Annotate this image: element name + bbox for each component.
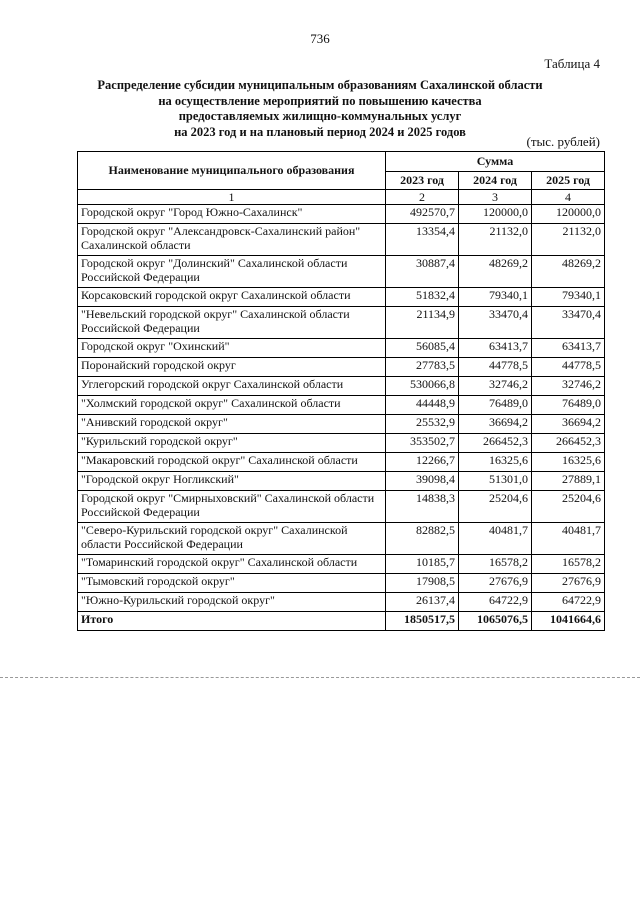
- table-row: [78, 523, 605, 555]
- table-row: [78, 377, 605, 396]
- amount-2025: 33470,4: [532, 307, 605, 339]
- amount-2024: 51301,0: [459, 472, 532, 491]
- amount-2024: 32746,2: [459, 377, 532, 396]
- table-row: [78, 205, 605, 224]
- document-title: [60, 78, 580, 140]
- amount-2025: 25204,6: [532, 491, 605, 523]
- municipality-name: Городской округ "Александровск-Сахалинский район" Сахалинской области: [78, 224, 386, 256]
- table-row: [78, 472, 605, 491]
- index-cell: 3: [459, 190, 532, 205]
- amount-2025: 48269,2: [532, 256, 605, 288]
- table-row: [78, 224, 605, 256]
- amount-2025: 120000,0: [532, 205, 605, 224]
- amount-2025: 16325,6: [532, 453, 605, 472]
- municipality-name: "Анивский городской округ": [78, 415, 386, 434]
- amount-2025: 32746,2: [532, 377, 605, 396]
- amount-2024: 36694,2: [459, 415, 532, 434]
- amount-2023: 17908,5: [386, 574, 459, 593]
- index-cell: 4: [532, 190, 605, 205]
- municipality-name: Поронайский городской округ: [78, 358, 386, 377]
- table-row: [78, 358, 605, 377]
- amount-2025: 64722,9: [532, 593, 605, 612]
- header-year-2025: 2025 год: [532, 172, 605, 190]
- amount-2023: 25532,9: [386, 415, 459, 434]
- amount-2024: 266452,3: [459, 434, 532, 453]
- amount-2025: 36694,2: [532, 415, 605, 434]
- municipality-name: "Городской округ Ногликский": [78, 472, 386, 491]
- amount-2024: 63413,7: [459, 339, 532, 358]
- title-line: предоставляемых жилищно-коммунальных услуг: [178, 109, 462, 123]
- amount-2025: 27676,9: [532, 574, 605, 593]
- table-row: [78, 574, 605, 593]
- subsidy-table: [77, 151, 605, 631]
- municipality-name: "Курильский городской округ": [78, 434, 386, 453]
- amount-2025: 40481,7: [532, 523, 605, 555]
- amount-2025: 44778,5: [532, 358, 605, 377]
- amount-2023: 30887,4: [386, 256, 459, 288]
- index-row: [78, 190, 605, 205]
- municipality-name: "Невельский городской округ" Сахалинской области Российской Федерации: [78, 307, 386, 339]
- amount-2025: 266452,3: [532, 434, 605, 453]
- table-row: [78, 593, 605, 612]
- title-line: на осуществление мероприятий по повышению качества: [158, 93, 482, 108]
- municipality-name: Углегорский городской округ Сахалинской области: [78, 377, 386, 396]
- amount-2023: 39098,4: [386, 472, 459, 491]
- municipality-name: "Южно-Курильский городской округ": [78, 593, 386, 612]
- total-amount-2025: 1041664,6: [532, 612, 605, 631]
- total-amount-2023: 1850517,5: [386, 612, 459, 631]
- amount-2023: 27783,5: [386, 358, 459, 377]
- total-amount-2024: 1065076,5: [459, 612, 532, 631]
- amount-2024: 25204,6: [459, 491, 532, 523]
- amount-2024: 48269,2: [459, 256, 532, 288]
- amount-2024: 79340,1: [459, 288, 532, 307]
- amount-2024: 40481,7: [459, 523, 532, 555]
- amount-2025: 21132,0: [532, 224, 605, 256]
- page-divider: [0, 677, 640, 678]
- amount-2023: 26137,4: [386, 593, 459, 612]
- amount-2025: 76489,0: [532, 396, 605, 415]
- amount-2025: 27889,1: [532, 472, 605, 491]
- table-row: [78, 491, 605, 523]
- amount-2023: 56085,4: [386, 339, 459, 358]
- amount-2023: 14838,3: [386, 491, 459, 523]
- amount-2025: 63413,7: [532, 339, 605, 358]
- amount-2023: 51832,4: [386, 288, 459, 307]
- amount-2024: 33470,4: [459, 307, 532, 339]
- table-row: [78, 339, 605, 358]
- amount-2023: 530066,8: [386, 377, 459, 396]
- table-row: [78, 307, 605, 339]
- header-name: Наименование муниципального образования: [78, 152, 386, 190]
- amount-2024: 21132,0: [459, 224, 532, 256]
- amount-2023: 12266,7: [386, 453, 459, 472]
- amount-2024: 120000,0: [459, 205, 532, 224]
- amount-2023: 10185,7: [386, 555, 459, 574]
- municipality-name: Корсаковский городской округ Сахалинской области: [78, 288, 386, 307]
- amount-2024: 16578,2: [459, 555, 532, 574]
- municipality-name: Городской округ "Смирныховский" Сахалинской области Российской Федерации: [78, 491, 386, 523]
- table-row: [78, 453, 605, 472]
- index-cell: 2: [386, 190, 459, 205]
- amount-2023: 13354,4: [386, 224, 459, 256]
- amount-2023: 82882,5: [386, 523, 459, 555]
- index-cell: 1: [78, 190, 386, 205]
- total-label: Итого: [78, 612, 386, 631]
- municipality-name: Городской округ "Долинский" Сахалинской области Российской Федерации: [78, 256, 386, 288]
- amount-2023: 21134,9: [386, 307, 459, 339]
- amount-2024: 16325,6: [459, 453, 532, 472]
- total-row: [78, 612, 605, 631]
- table-row: [78, 415, 605, 434]
- municipality-name: Городской округ "Город Южно-Сахалинск": [78, 205, 386, 224]
- table-row: [78, 288, 605, 307]
- title-line: Распределение субсидии муниципальным образованиям Сахалинской области: [97, 78, 543, 92]
- amount-2023: 492570,7: [386, 205, 459, 224]
- municipality-name: "Томаринский городской округ" Сахалинской области: [78, 555, 386, 574]
- amount-2024: 27676,9: [459, 574, 532, 593]
- municipality-name: "Холмский городской округ" Сахалинской области: [78, 396, 386, 415]
- amount-2025: 16578,2: [532, 555, 605, 574]
- table-row: [78, 434, 605, 453]
- amount-2024: 44778,5: [459, 358, 532, 377]
- municipality-name: Городской округ "Охинский": [78, 339, 386, 358]
- amount-2023: 44448,9: [386, 396, 459, 415]
- table-row: [78, 396, 605, 415]
- municipality-name: "Северо-Курильский городской округ" Сахалинской области Российской Федерации: [78, 523, 386, 555]
- amount-2023: 353502,7: [386, 434, 459, 453]
- municipality-name: "Тымовский городской округ": [78, 574, 386, 593]
- header-sum: Сумма: [386, 152, 605, 172]
- header-year-2023: 2023 год: [386, 172, 459, 190]
- amount-2024: 76489,0: [459, 396, 532, 415]
- amount-2025: 79340,1: [532, 288, 605, 307]
- header-year-2024: 2024 год: [459, 172, 532, 190]
- table-label: Таблица 4: [544, 56, 600, 71]
- table-row: [78, 256, 605, 288]
- table-row: [78, 555, 605, 574]
- page-number: 736: [310, 31, 330, 46]
- amount-2024: 64722,9: [459, 593, 532, 612]
- title-line: на 2023 год и на плановый период 2024 и 2025 годов: [174, 124, 466, 139]
- municipality-name: "Макаровский городской округ" Сахалинской области: [78, 453, 386, 472]
- units-label: (тыс. рублей): [526, 134, 600, 149]
